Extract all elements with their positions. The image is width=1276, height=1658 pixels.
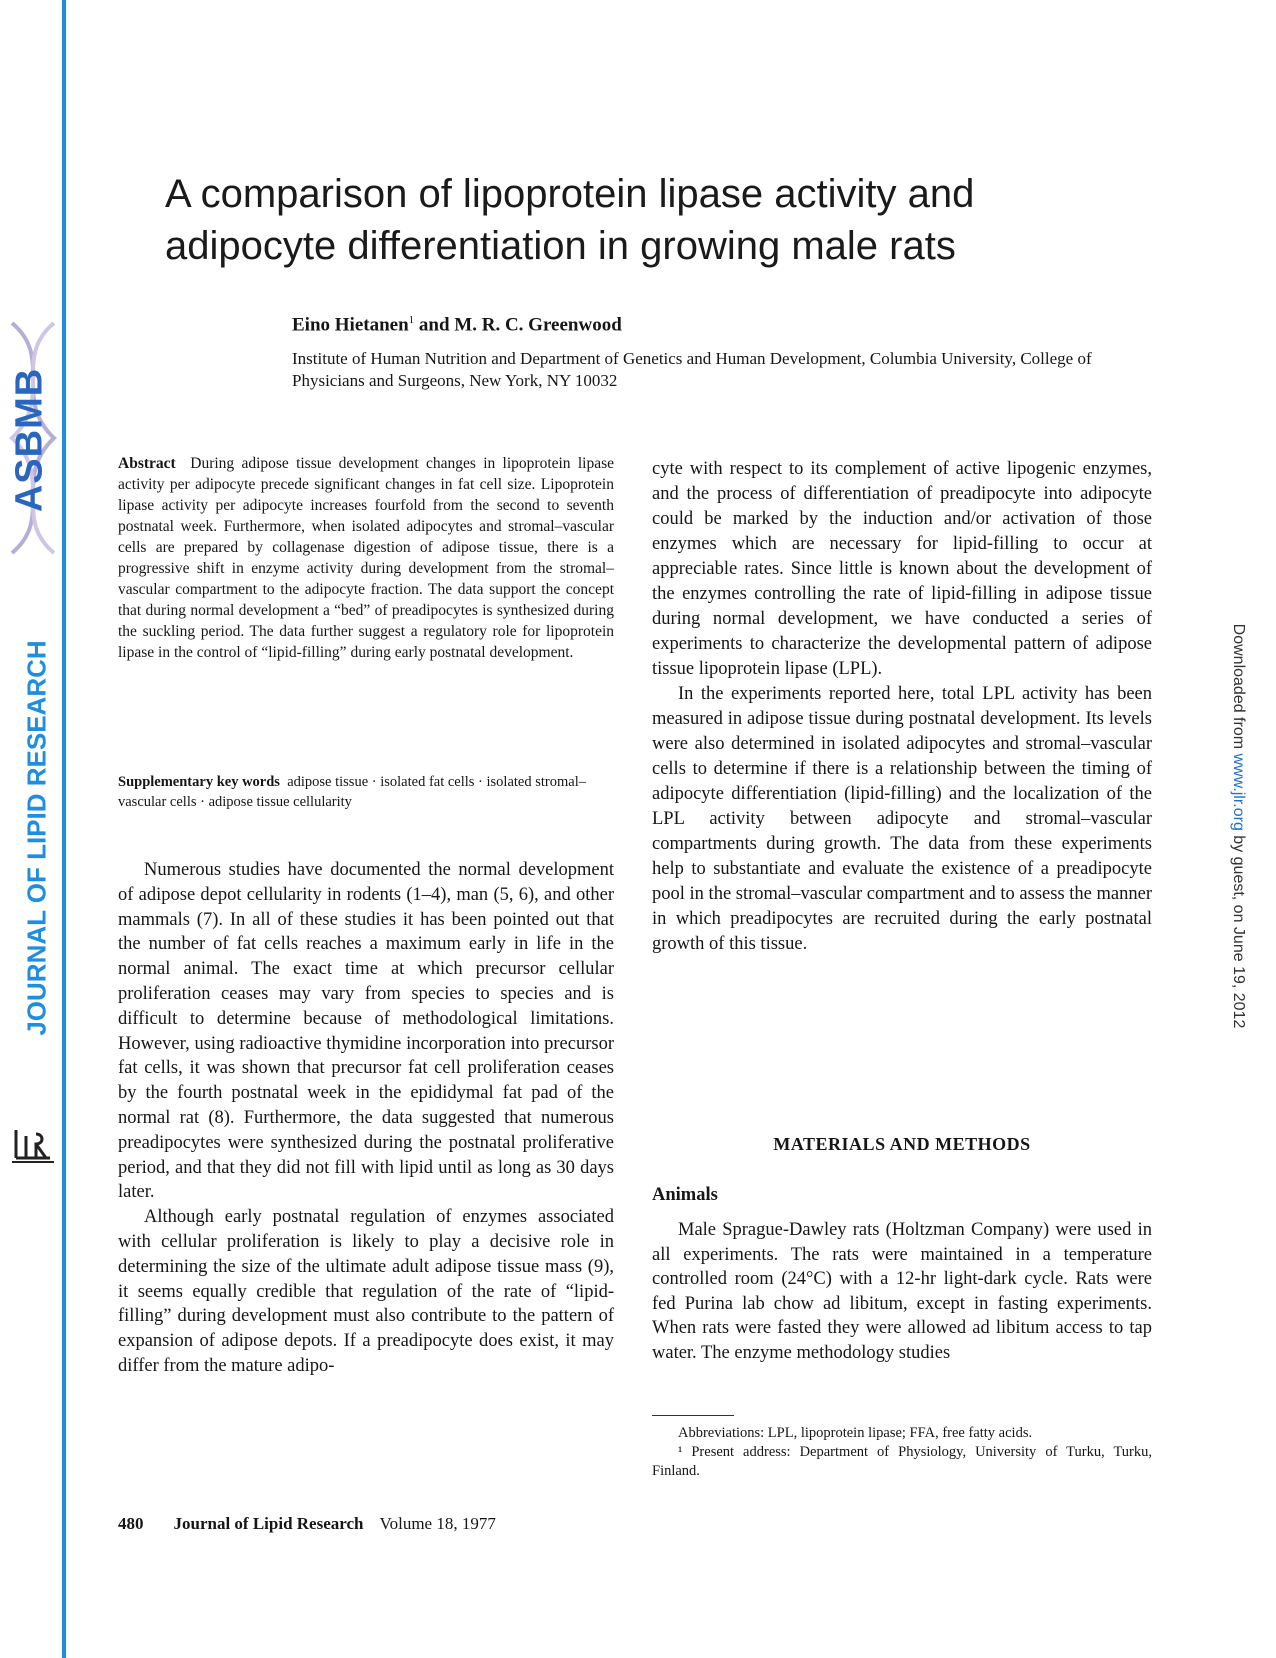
section-heading: MATERIALS AND METHODS	[773, 1134, 1031, 1154]
author-line	[292, 314, 622, 336]
jlr-monogram-icon	[10, 1128, 56, 1164]
author-affiliation: Institute of Human Nutrition and Department of Genetics and Human Development, Columbia University, College of Physicians and Surgeons, New York, NY 10032	[292, 349, 1092, 390]
other-authors: and M. R. C. Greenwood	[414, 314, 622, 336]
footnotes-block	[652, 1424, 1152, 1481]
footer-journal-name: Journal of Lipid Research	[173, 1514, 364, 1533]
article-title: A comparison of lipoprotein lipase activity and adipocyte differentiation in growing male rats	[165, 172, 975, 268]
download-suffix: by guest, on June 19, 2012	[1230, 830, 1247, 1029]
right-body-column	[652, 457, 1152, 957]
footer-volume: Volume 18, 1977	[379, 1514, 496, 1533]
footnote: ¹ Present address: Department of Physiology, University of Turku, Turku, Finland.	[652, 1444, 1152, 1479]
subsection-heading: Animals	[652, 1185, 718, 1205]
jlr-website-link[interactable]: www.jlr.org	[1230, 753, 1247, 831]
page-number: 480	[118, 1514, 144, 1533]
download-prefix: Downloaded from	[1230, 623, 1247, 754]
keywords-text: adipose tissue · isolated fat cells · isolated stromal–vascular cells · adipose tissue cellularity	[118, 774, 586, 810]
first-author: Eino Hietanen	[292, 314, 409, 336]
abstract-text: During adipose tissue development changes in lipoprotein lipase activity per adipocyte precede significant changes in fat cell size. Lipoprotein lipase activity per adipocyte increases fourfold from the second to seventh postnatal week. Furthermore, when isolated adipocytes and stromal–vascular cells are prepared by collagenase digestion of adipose tissue, there is a progressive shift in enzyme activity during development from the stromal–vascular compartment to the adipocyte fraction. The data support the concept that during normal development a “bed” of preadipocytes is synthesized during the suckling period. The data further suggest a regulatory role for lipoprotein lipase in the control of “lipid-filling” during early postnatal development.	[118, 455, 614, 661]
download-notice	[1229, 624, 1247, 1029]
journal-sidebar	[0, 0, 62, 1658]
keywords-block	[118, 772, 614, 812]
asbmb-logo-text: ASBMB	[8, 367, 51, 513]
keywords-label: Supplementary key words	[118, 774, 280, 790]
sidebar-divider	[62, 0, 66, 1658]
footnote-rule	[652, 1415, 734, 1416]
footnote: Abbreviations: LPL, lipoprotein lipase; FFA, free fatty acids.	[678, 1425, 1033, 1441]
body-paragraph: Numerous studies have documented the normal development of adipose depot cellularity in rodents (1–4), man (5, 6), and other mammals (7). In all of these studies it has been pointed out that the number of fat cells reaches a maximum early in life in the normal animal. The exact time at which precursor cellular proliferation ceases may vary from species to species and is difficult to determine because of methodological limitations. However, using radioactive thymidine incorporation into precursor fat cells, it was shown that precursor fat cell proliferation ceases by the fourth postnatal week in the epididymal fat pad of the normal rat (8). Furthermore, the data suggested that numerous preadipocytes were synthesized during the postnatal proliferative period, and that they did not fill with lipid until as long as 30 days later.	[118, 860, 614, 1203]
abstract-block	[118, 453, 614, 663]
body-paragraph: Although early postnatal regulation of enzymes associated with cellular proliferation is likely to play a decisive role in determining the size of the ultimate adult adipose tissue mass (9), it seems equally credible that regulation of the rate of “lipid-filling” during development must also contribute to the pattern of expansion of adipose depots. If a preadipocyte does exist, it may differ from the mature adipo-	[118, 1207, 614, 1376]
body-paragraph: Male Sprague-Dawley rats (Holtzman Company) were used in all experiments. The rats were maintained in a temperature controlled room (24°C) with a 12-hr light-dark cycle. Rats were fed Purina lab chow ad libitum, except in fasting experiments. When rats were fasted they were allowed ad libitum access to tap water. The enzyme methodology studies	[652, 1220, 1152, 1363]
animals-paragraph-block	[652, 1218, 1152, 1366]
author-footnote-marker: 1	[408, 314, 415, 326]
body-paragraph: In the experiments reported here, total LPL activity has been measured in adipose tissue during postnatal development. Its levels were also determined in isolated adipocytes and stromal–vascular cells to determine if there is a relationship between the timing of adipocyte differentiation (lipid-filling) and the localization of the LPL activity between adipocyte and stromal–vascular compartments during growth. The data from these experiments help to substantiate and evaluate the existence of a preadipocyte pool in the stromal–vascular compartment and to assess the manner in which preadipocytes are recruited during the early postnatal growth of this tissue.	[652, 684, 1152, 954]
journal-name-vertical: JOURNAL OF LIPID RESEARCH	[21, 640, 52, 1036]
left-body-column	[118, 858, 614, 1379]
abstract-label: Abstract	[118, 455, 176, 472]
body-paragraph: cyte with respect to its complement of active lipogenic enzymes, and the process of differentiation of preadipocyte into adipocyte could be marked by the induction and/or activation of those enzymes which are necessary for lipid-filling to occur at appreciable rates. Since little is known about the development of the enzymes controlling the rate of lipid-filling in adipose tissue during normal development, we have conducted a series of experiments to characterize the developmental pattern of adipose tissue lipoprotein lipase (LPL).	[652, 459, 1152, 679]
page-footer	[118, 1514, 496, 1534]
